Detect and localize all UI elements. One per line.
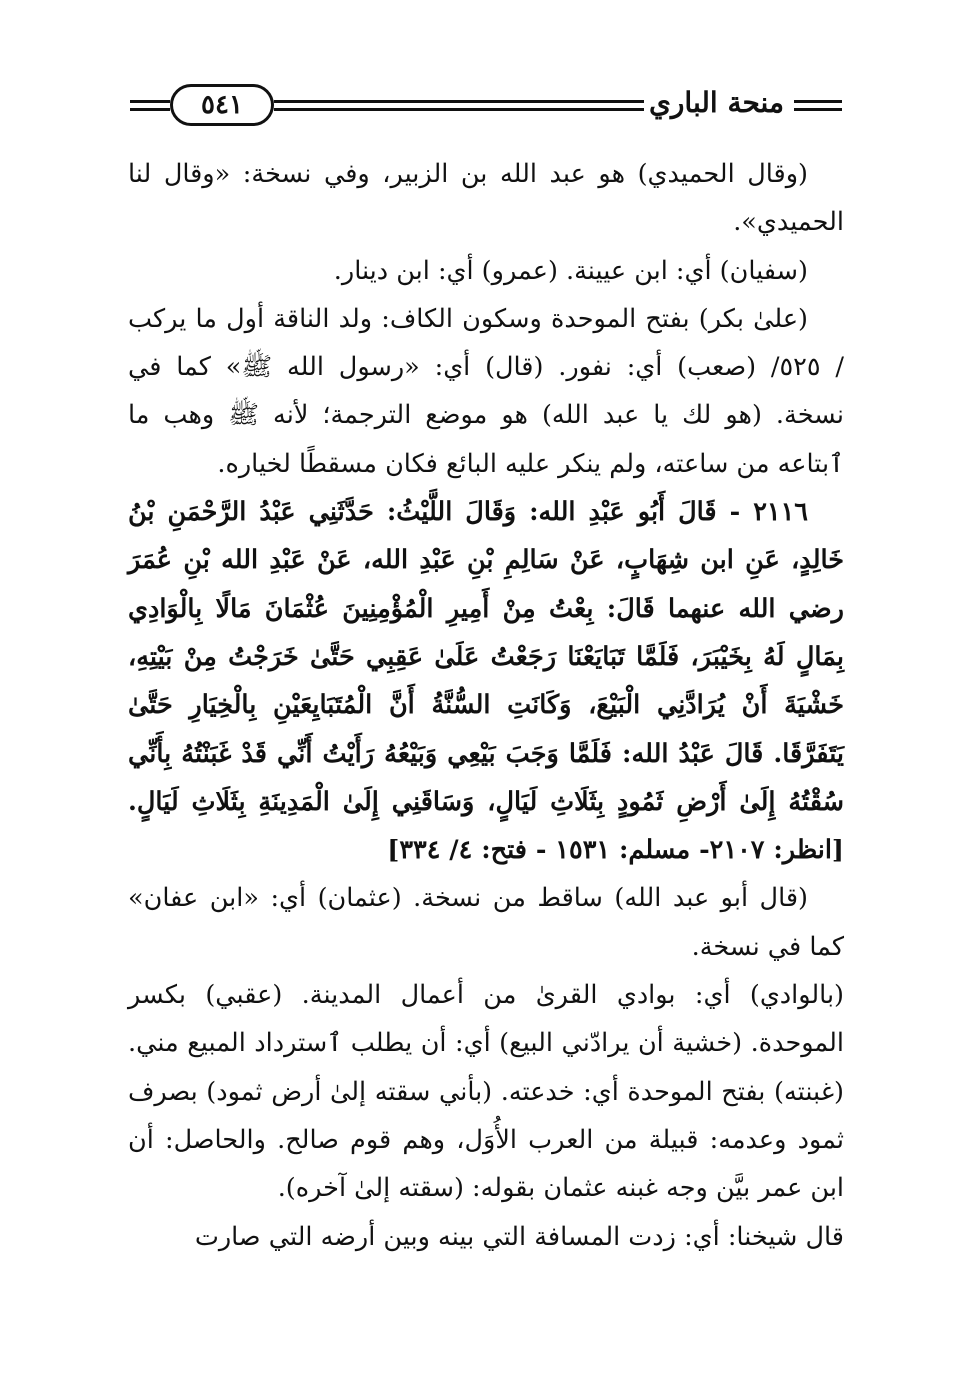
header-rule-left-bottom (130, 108, 170, 111)
paragraph-shaykhuna: قال شيخنا: أي: زدت المسافة التي بينه وبين أرضه التي صارت (194, 1221, 844, 1252)
paragraph-bakr: (علىٰ بكر) بفتح الموحدة وسكون الكاف: ولد الناقة أول ما يركب / ٥٢٥/ (صعب) أي: نفور. (قال) أي: «رسول الله ﷺ» كما في نسخة. (هو لك يا عبد الله) هو موضع الترجمة؛ لأنه ﷺ وهب ما ٱبتاعه من ساعته، ولم ينكر عليه البائع فكان مسقطًا لخياره. (128, 303, 844, 479)
paragraph-sufyan: (سفيان) أي: ابن عيينة. (عمرو) أي: ابن دينار. (333, 255, 808, 286)
header-rule-left-top (130, 100, 170, 103)
book-title: منحة الباري (648, 86, 784, 119)
hadith-text: ٢١١٦ - قَالَ أَبُو عَبْدِ الله: وَقَالَ اللَّيْثُ: حَدَّثَنِي عَبْدُ الرَّحْمَنِ بْنُ خَالِدٍ، عَنِ ابن شِهَابٍ، عَنْ سَالِمِ بْنِ عَبْدِ الله، عَنْ عَبْدِ الله بْنِ عُمَرَ رضي الله عنهما قَالَ: بِعْتُ مِنْ أَمِيرِ الْمُؤْمِنِينَ عُثْمَانَ مَالًا بِالْوَادِي بِمَالٍ لَهُ بِخَيْبَرَ، فَلَمَّا تَبَايَعْنَا رَجَعْتُ عَلَىٰ عَقِبِي حَتَّىٰ خَرَجْتُ مِنْ بَيْتِهِ، خَشْيَةَ أَنْ يُرَادَّنِي الْبَيْعَ، وَكَانَتِ السُّنَّةُ أَنَّ الْمُتَبَايِعَيْنِ بِالْخِيَارِ حَتَّىٰ يَتَفَرَّقَا. قَالَ عَبْدُ الله: فَلَمَّا وَجَبَ بَيْعِي وَبَيْعُهُ رَأَيْتُ أَنِّي قَدْ غَبَنْتُهُ بِأَنِّي سُقْتُهُ إِلَىٰ أَرْضِ ثَمُودٍ بِثَلَاثِ لَيَالٍ، وَسَاقَنِي إِلَىٰ الْمَدِينَةِ بِثَلَاثِ لَيَالٍ. [انظر: ٢١٠٧- مسلم: ١٥٣١ - فتح: ٤/ ٣٣٤] (128, 497, 844, 866)
header-rule-right-top (794, 100, 842, 103)
page-number: ٥٤١ (170, 84, 274, 126)
paragraph-humaydi: (وقال الحميدي) هو عبد الله بن الزبير، وفي نسخة: «وقال لنا الحميدي». (128, 159, 844, 238)
paragraph-abu-abdullah: (قال أبو عبد الله) ساقط من نسخة. (عثمان) أي: «ابن عفان» كما في نسخة. (128, 883, 844, 962)
header-rule-right-bottom (794, 108, 842, 111)
page-body (128, 150, 844, 1261)
paragraph-bilwadi: (بالوادي) أي: بوادي القرىٰ من أعمال المدينة. (عقبي) بكسر الموحدة. (خشية أن يرادّني البيع) أي: أن يطلب ٱسترداد المبيع مني. (غبنته) بفتح الموحدة أي: خدعته. (بأني سقته إلىٰ أرض ثمود) بصرف ثمود وعدمه: قبيلة من العرب الأُوَل، وهم قوم صالح. والحاصل: أن ابن عمر بيَّن وجه غبنه عثمان بقوله: (سقته إلىٰ آخره). (128, 980, 844, 1204)
header-rule-middle-bottom (274, 108, 644, 111)
page-header (130, 80, 842, 136)
header-rule-middle-top (274, 100, 644, 103)
